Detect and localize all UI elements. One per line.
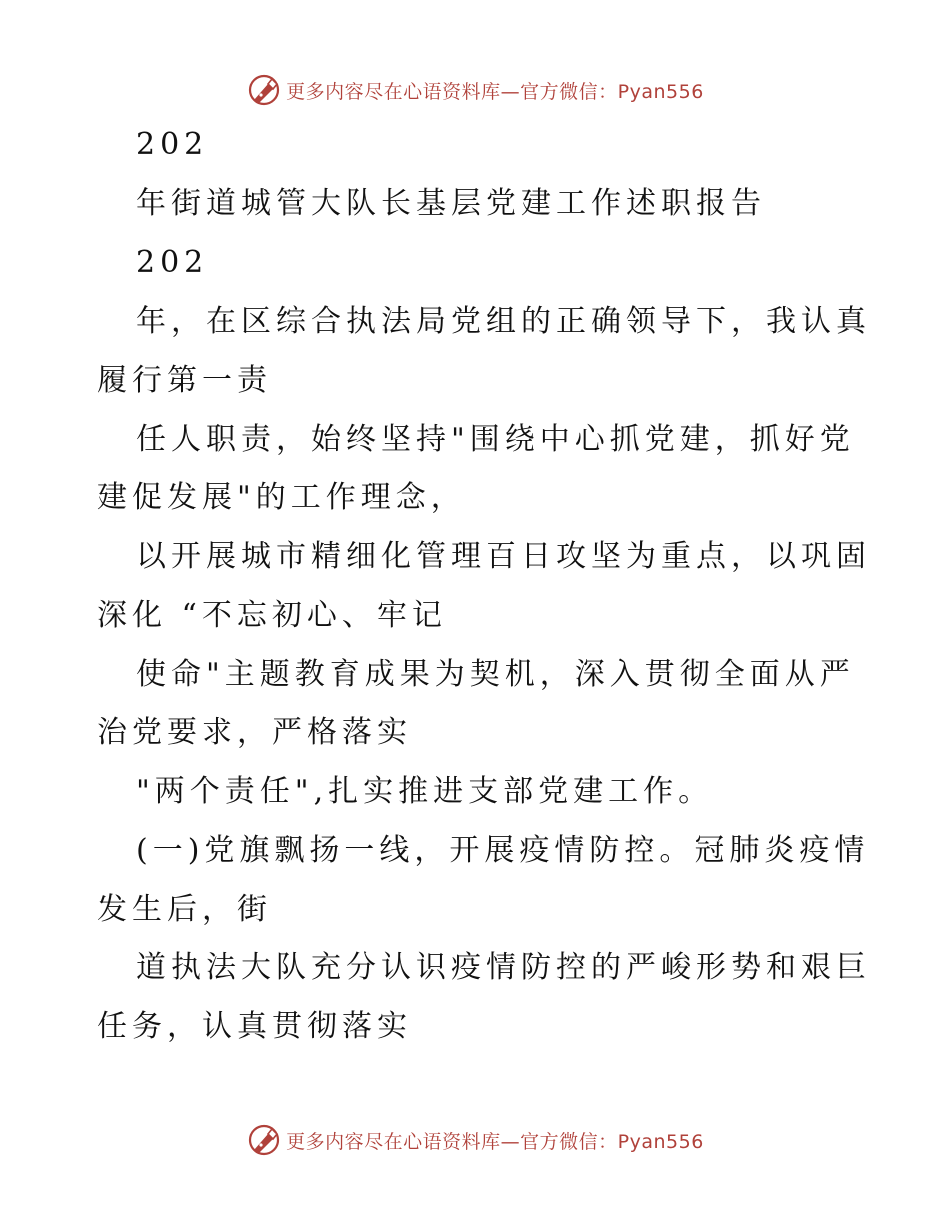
doc-line: 使命"主题教育成果为契机，深入贯彻全面从严: [136, 657, 855, 692]
doc-line: 以开展城市精细化管理百日攻坚为重点，以巩固: [136, 539, 871, 574]
doc-line: 任务，认真贯彻落实: [97, 1009, 412, 1044]
doc-line: 深化 “不忘初心、牢记: [97, 598, 447, 633]
pen-nib-logo-icon: [246, 72, 282, 108]
footer-banner-text: 更多内容尽在心语资料库—官方微信：Pyan556: [286, 1130, 704, 1153]
doc-title: 年街道城管大队长基层党建工作述职报告: [136, 186, 766, 221]
footer-banner: [0, 1120, 950, 1160]
doc-line: 道执法大队充分认识疫情防控的严峻形势和艰巨: [136, 950, 871, 985]
doc-line: 履行第一责: [97, 363, 272, 398]
doc-line: (一)党旗飘扬一线，开展疫情防控。冠肺炎疫情: [136, 833, 870, 868]
doc-line: 发生后，街: [97, 892, 272, 927]
pen-nib-logo-icon: [246, 1122, 282, 1158]
doc-line: 治党要求，严格落实: [97, 715, 412, 750]
doc-line: 任人职责，始终坚持"围绕中心抓党建，抓好党: [136, 422, 855, 457]
header-banner-text: 更多内容尽在心语资料库—官方微信：Pyan556: [286, 80, 704, 103]
doc-line: 202: [136, 127, 209, 162]
doc-line: 年，在区综合执法局党组的正确领导下，我认真: [136, 304, 871, 339]
doc-line: 建促发展"的工作理念，: [97, 480, 466, 515]
doc-line: "两个责任",扎实推进支部党建工作。: [136, 774, 714, 809]
doc-line: 202: [136, 245, 209, 280]
header-banner: [0, 70, 950, 110]
